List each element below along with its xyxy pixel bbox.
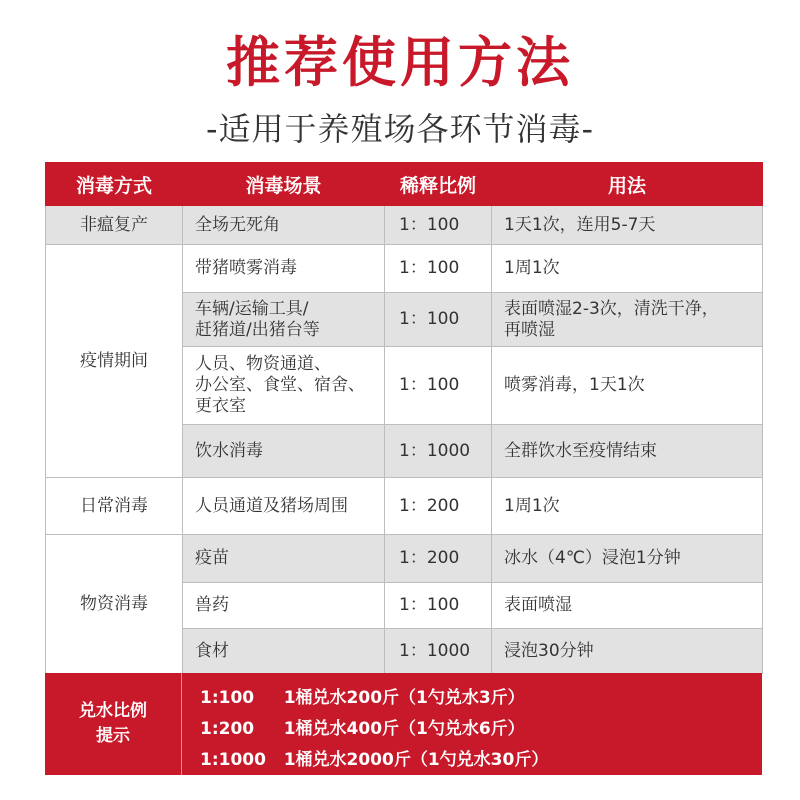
header-usage: 用法: [492, 163, 763, 206]
usage-cell: 冰水（4℃）浸泡1分钟: [492, 535, 763, 583]
usage-cell: 表面喷湿2-3次，清洗干净， 再喷湿: [492, 293, 763, 347]
dilution-tip-box: [45, 673, 762, 775]
usage-cell: 1周1次: [492, 478, 763, 535]
ratio-cell: 1：1000: [385, 629, 492, 674]
tip-line: 1:200 1桶兑水400斤（1勺兑水6斤）: [200, 719, 525, 739]
table-header-row: [46, 163, 763, 206]
category-cell: 非瘟复产: [46, 206, 183, 245]
header-ratio: 稀释比例: [385, 163, 492, 206]
ratio-cell: 1：1000: [385, 425, 492, 478]
category-cell: 物资消毒: [46, 535, 183, 674]
ratio-cell: 1：200: [385, 535, 492, 583]
ratio-cell: 1：100: [385, 347, 492, 425]
scene-cell: 疫苗: [183, 535, 385, 583]
ratio-cell: 1：100: [385, 206, 492, 245]
header-method: 消毒方式: [46, 163, 183, 206]
category-cell: 日常消毒: [46, 478, 183, 535]
table-row: [46, 535, 763, 583]
ratio-cell: 1：200: [385, 478, 492, 535]
tip-label-line: 兑水比例: [79, 701, 147, 721]
tip-line: 1:1000 1桶兑水2000斤（1勺兑水30斤）: [200, 750, 549, 770]
ratio-cell: 1：100: [385, 583, 492, 629]
scene-cell: 车辆/运输工具/ 赶猪道/出猪台等: [183, 293, 385, 347]
tip-label: [45, 673, 182, 775]
usage-cell: 浸泡30分钟: [492, 629, 763, 674]
usage-cell: 1周1次: [492, 245, 763, 293]
ratio-cell: 1：100: [385, 245, 492, 293]
page-title: 推荐使用方法: [226, 31, 574, 94]
tip-line: 1:100 1桶兑水200斤（1勺兑水3斤）: [200, 688, 525, 708]
usage-cell: 全群饮水至疫情结束: [492, 425, 763, 478]
tip-label-line: 提示: [96, 726, 130, 746]
table-row: [46, 206, 763, 245]
scene-cell: 兽药: [183, 583, 385, 629]
usage-table: [45, 162, 763, 674]
usage-cell: 表面喷湿: [492, 583, 763, 629]
scene-cell: 饮水消毒: [183, 425, 385, 478]
usage-cell: 喷雾消毒，1天1次: [492, 347, 763, 425]
page-subtitle: -适用于养殖场各环节消毒-: [205, 110, 595, 148]
scene-cell: 人员、物资通道、 办公室、食堂、宿舍、 更衣室: [183, 347, 385, 425]
header-scene: 消毒场景: [183, 163, 385, 206]
scene-cell: 人员通道及猪场周围: [183, 478, 385, 535]
scene-cell: 全场无死角: [183, 206, 385, 245]
ratio-cell: 1：100: [385, 293, 492, 347]
scene-cell: 食材: [183, 629, 385, 674]
scene-cell: 带猪喷雾消毒: [183, 245, 385, 293]
usage-cell: 1天1次，连用5-7天: [492, 206, 763, 245]
table-row: [46, 245, 763, 293]
category-cell: 疫情期间: [46, 245, 183, 478]
table-row: [46, 478, 763, 535]
